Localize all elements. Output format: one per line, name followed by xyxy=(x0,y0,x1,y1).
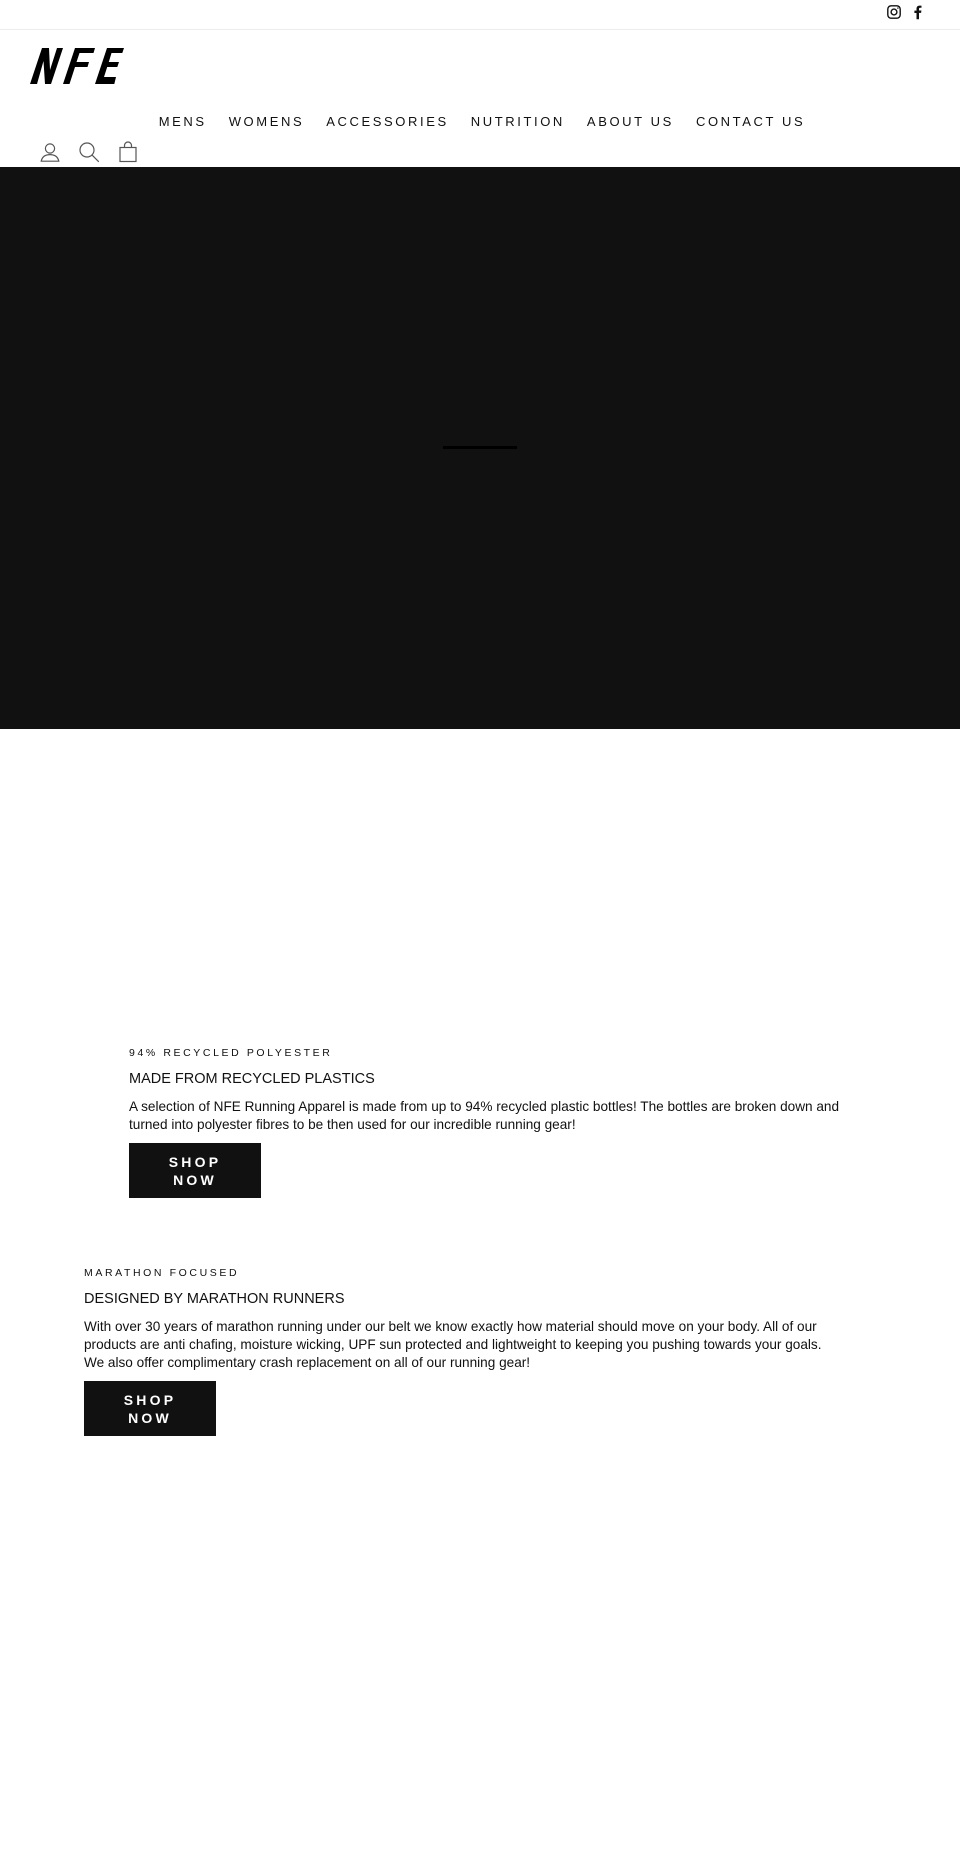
logo[interactable] xyxy=(28,46,124,86)
main-nav xyxy=(0,112,960,132)
nav-item-about-us[interactable]: ABOUT US xyxy=(586,114,674,129)
nav-item-nutrition[interactable]: NUTRITION xyxy=(470,114,565,129)
instagram-icon[interactable] xyxy=(886,4,902,20)
facebook-icon[interactable] xyxy=(910,4,926,20)
feature-title: DESIGNED BY MARATHON RUNNERS xyxy=(84,1291,345,1307)
nav-item-mens[interactable]: MENS xyxy=(158,114,207,129)
social-bar xyxy=(0,0,960,30)
feature-recycled xyxy=(129,1046,849,1198)
feature-marathon xyxy=(84,1266,844,1436)
nav-item-accessories[interactable]: ACCESSORIES xyxy=(326,114,449,129)
feature-text: With over 30 years of marathon running under our belt we know exactly how material should move on your body. All of our products are anti chafing, moisture wicking, UPF sun protected and lightweight to keeping you pushing towards your goals. We also offer complimentary crash replacement on all of our running gear! xyxy=(84,1319,822,1370)
shop-now-button[interactable]: SHOP NOW xyxy=(129,1143,261,1198)
hero-loading-bar xyxy=(443,446,517,449)
feature-text: A selection of NFE Running Apparel is made from up to 94% recycled plastic bottles! The bottles are broken down and turned into polyester fibres to be then used for our incredible running gear! xyxy=(129,1099,840,1132)
feature-eyebrow: 94% RECYCLED POLYESTER xyxy=(129,1047,333,1059)
header-icons xyxy=(38,140,140,164)
hero-banner xyxy=(0,167,960,729)
feature-title: MADE FROM RECYCLED PLASTICS xyxy=(129,1071,375,1087)
shop-now-button[interactable]: SHOP NOW xyxy=(84,1381,216,1436)
social-links xyxy=(886,4,926,20)
feature-eyebrow: MARATHON FOCUSED xyxy=(84,1267,240,1279)
cart-icon[interactable] xyxy=(116,140,140,164)
nav-item-contact-us[interactable]: CONTACT US xyxy=(695,114,806,129)
nav-item-womens[interactable]: WOMENS xyxy=(228,114,305,129)
search-icon[interactable] xyxy=(77,140,101,164)
account-icon[interactable] xyxy=(38,140,62,164)
